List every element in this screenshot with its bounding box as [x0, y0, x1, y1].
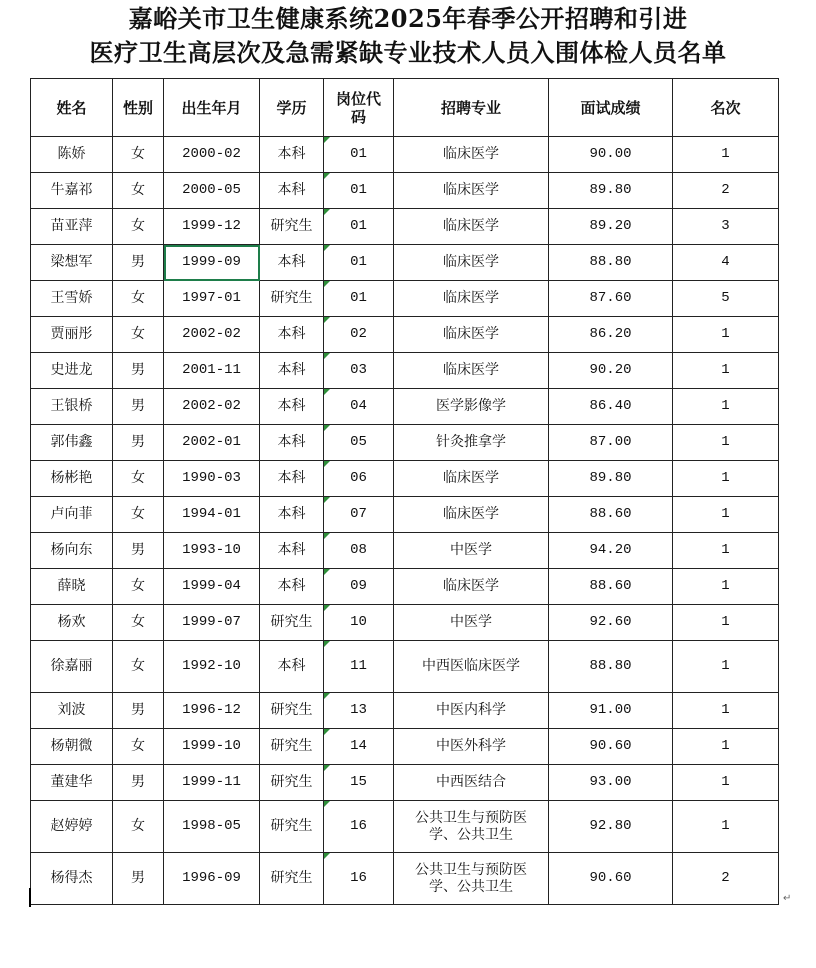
cell-birth-date[interactable]: 1999-07	[164, 605, 260, 641]
cell-education[interactable]: 本科	[260, 533, 324, 569]
cell-name[interactable]: 赵婷婷	[31, 801, 113, 853]
cell-rank[interactable]: 1	[673, 641, 779, 693]
cell-position-code[interactable]: 02	[324, 317, 394, 353]
cell-birth-date[interactable]: 1998-05	[164, 801, 260, 853]
cell-interview-score[interactable]: 88.80	[549, 641, 673, 693]
cell-birth-date[interactable]: 2000-05	[164, 173, 260, 209]
cell-gender[interactable]: 男	[113, 853, 164, 905]
cell-birth-date[interactable]: 1999-04	[164, 569, 260, 605]
cell-interview-score[interactable]: 90.60	[549, 729, 673, 765]
table-row	[31, 425, 779, 461]
cell-gender[interactable]: 女	[113, 641, 164, 693]
table-row	[31, 461, 779, 497]
table-row	[31, 137, 779, 173]
cell-interview-score[interactable]: 89.80	[549, 173, 673, 209]
header-name[interactable]: 姓名	[31, 79, 113, 137]
cell-rank[interactable]: 1	[673, 533, 779, 569]
cell-interview-score[interactable]: 86.20	[549, 317, 673, 353]
cell-rank[interactable]: 1	[673, 605, 779, 641]
cell-interview-score[interactable]: 90.00	[549, 137, 673, 173]
cell-gender[interactable]: 男	[113, 389, 164, 425]
cell-major[interactable]: 临床医学	[394, 245, 549, 281]
table-row	[31, 209, 779, 245]
cell-major[interactable]: 中医学	[394, 605, 549, 641]
cell-birth-date[interactable]: 2002-01	[164, 425, 260, 461]
cell-position-code[interactable]: 08	[324, 533, 394, 569]
cell-major[interactable]: 临床医学	[394, 209, 549, 245]
table-row	[31, 853, 779, 905]
document-title-line-1: 嘉峪关市卫生健康系统2025年春季公开招聘和引进	[128, 4, 688, 33]
cell-interview-score[interactable]: 88.60	[549, 497, 673, 533]
cell-position-code[interactable]: 16	[324, 801, 394, 853]
cell-rank[interactable]: 1	[673, 317, 779, 353]
cell-major[interactable]: 临床医学	[394, 281, 549, 317]
cell-education[interactable]: 本科	[260, 317, 324, 353]
cell-rank[interactable]: 1	[673, 801, 779, 853]
cell-birth-date[interactable]: 1999-10	[164, 729, 260, 765]
cell-major[interactable]: 针灸推拿学	[394, 425, 549, 461]
table-row	[31, 569, 779, 605]
header-gender[interactable]: 性别	[113, 79, 164, 137]
cell-education[interactable]: 研究生	[260, 281, 324, 317]
cell-position-code[interactable]: 06	[324, 461, 394, 497]
cell-education[interactable]: 研究生	[260, 605, 324, 641]
table-row	[31, 245, 779, 281]
header-position-code[interactable]: 岗位代码	[324, 79, 394, 137]
cell-major[interactable]: 中医学	[394, 533, 549, 569]
cell-major[interactable]: 公共卫生与预防医学、公共卫生	[394, 801, 549, 853]
cell-major[interactable]: 临床医学	[394, 461, 549, 497]
cell-gender[interactable]: 女	[113, 605, 164, 641]
cell-position-code[interactable]: 14	[324, 729, 394, 765]
cell-interview-score[interactable]: 86.40	[549, 389, 673, 425]
cell-education[interactable]: 本科	[260, 497, 324, 533]
table-row	[31, 693, 779, 729]
cell-rank[interactable]: 2	[673, 853, 779, 905]
cell-position-code[interactable]: 01	[324, 137, 394, 173]
cell-education[interactable]: 本科	[260, 173, 324, 209]
cell-birth-date[interactable]: 2001-11	[164, 353, 260, 389]
cell-education[interactable]: 研究生	[260, 765, 324, 801]
cell-position-code[interactable]: 07	[324, 497, 394, 533]
cell-interview-score[interactable]: 89.80	[549, 461, 673, 497]
cell-interview-score[interactable]: 88.60	[549, 569, 673, 605]
cell-rank[interactable]: 1	[673, 137, 779, 173]
cell-rank[interactable]: 1	[673, 569, 779, 605]
cell-major[interactable]: 医学影像学	[394, 389, 549, 425]
cell-birth-date[interactable]: 1996-09	[164, 853, 260, 905]
cell-gender[interactable]: 女	[113, 209, 164, 245]
cell-name[interactable]: 王银桥	[31, 389, 113, 425]
cell-interview-score[interactable]: 90.20	[549, 353, 673, 389]
cell-education[interactable]: 本科	[260, 461, 324, 497]
cell-position-code[interactable]: 03	[324, 353, 394, 389]
header-major[interactable]: 招聘专业	[394, 79, 549, 137]
cell-name[interactable]: 陈娇	[31, 137, 113, 173]
cell-name[interactable]: 史进龙	[31, 353, 113, 389]
cell-birth-date[interactable]: 2000-02	[164, 137, 260, 173]
cell-major[interactable]: 公共卫生与预防医学、公共卫生	[394, 853, 549, 905]
table-row	[31, 317, 779, 353]
cell-gender[interactable]: 男	[113, 765, 164, 801]
cell-rank[interactable]: 2	[673, 173, 779, 209]
table-row	[31, 173, 779, 209]
text-cursor	[29, 888, 31, 907]
cell-name[interactable]: 刘波	[31, 693, 113, 729]
cell-gender[interactable]: 男	[113, 353, 164, 389]
cell-gender[interactable]: 男	[113, 425, 164, 461]
cell-position-code[interactable]: 11	[324, 641, 394, 693]
cell-rank[interactable]: 5	[673, 281, 779, 317]
cell-major[interactable]: 临床医学	[394, 353, 549, 389]
cell-interview-score[interactable]: 87.60	[549, 281, 673, 317]
cell-education[interactable]: 本科	[260, 425, 324, 461]
table-row	[31, 353, 779, 389]
cell-position-code[interactable]: 05	[324, 425, 394, 461]
table-header-row	[31, 79, 779, 137]
cell-name[interactable]: 杨向东	[31, 533, 113, 569]
cell-name[interactable]: 杨得杰	[31, 853, 113, 905]
cell-interview-score[interactable]: 92.60	[549, 605, 673, 641]
cell-position-code[interactable]: 16	[324, 853, 394, 905]
cell-interview-score[interactable]: 90.60	[549, 853, 673, 905]
cell-major[interactable]: 中西医临床医学	[394, 641, 549, 693]
paragraph-mark-icon: ↵	[783, 893, 792, 904]
table-row	[31, 605, 779, 641]
cell-birth-date[interactable]: 1990-03	[164, 461, 260, 497]
table-row	[31, 801, 779, 853]
cell-interview-score[interactable]: 91.00	[549, 693, 673, 729]
cell-interview-score[interactable]: 94.20	[549, 533, 673, 569]
cell-major[interactable]: 临床医学	[394, 173, 549, 209]
cell-rank[interactable]: 1	[673, 497, 779, 533]
cell-birth-date[interactable]: 1994-01	[164, 497, 260, 533]
cell-education[interactable]: 本科	[260, 569, 324, 605]
cell-name[interactable]: 郭伟鑫	[31, 425, 113, 461]
cell-rank[interactable]: 1	[673, 729, 779, 765]
cell-position-code[interactable]: 15	[324, 765, 394, 801]
cell-position-code[interactable]: 04	[324, 389, 394, 425]
cell-education[interactable]: 研究生	[260, 209, 324, 245]
cell-education[interactable]: 研究生	[260, 693, 324, 729]
cell-rank[interactable]: 1	[673, 353, 779, 389]
candidate-table	[30, 78, 779, 905]
cell-name[interactable]: 卢向菲	[31, 497, 113, 533]
cell-position-code[interactable]: 09	[324, 569, 394, 605]
cell-name[interactable]: 徐嘉丽	[31, 641, 113, 693]
table-row	[31, 641, 779, 693]
cell-position-code[interactable]: 10	[324, 605, 394, 641]
cell-birth-date[interactable]: 1997-01	[164, 281, 260, 317]
cell-birth-date[interactable]: 2002-02	[164, 389, 260, 425]
cell-name[interactable]: 杨欢	[31, 605, 113, 641]
cell-name[interactable]: 牛嘉祁	[31, 173, 113, 209]
cell-major[interactable]: 临床医学	[394, 137, 549, 173]
cell-gender[interactable]: 女	[113, 461, 164, 497]
cell-rank[interactable]: 1	[673, 425, 779, 461]
cell-gender[interactable]: 女	[113, 801, 164, 853]
cell-major[interactable]: 中医外科学	[394, 729, 549, 765]
table-row	[31, 497, 779, 533]
table-row	[31, 389, 779, 425]
cell-gender[interactable]: 女	[113, 173, 164, 209]
table-row	[31, 533, 779, 569]
cell-position-code[interactable]: 13	[324, 693, 394, 729]
cell-major[interactable]: 临床医学	[394, 317, 549, 353]
cell-rank[interactable]: 1	[673, 693, 779, 729]
header-interview-score[interactable]: 面试成绩	[549, 79, 673, 137]
cell-major[interactable]: 临床医学	[394, 497, 549, 533]
cell-gender[interactable]: 女	[113, 317, 164, 353]
cell-interview-score[interactable]: 89.20	[549, 209, 673, 245]
cell-rank[interactable]: 4	[673, 245, 779, 281]
cell-birth-date[interactable]: 1999-09	[164, 245, 260, 281]
cell-interview-score[interactable]: 93.00	[549, 765, 673, 801]
table-body	[31, 137, 779, 905]
cell-birth-date[interactable]: 1996-12	[164, 693, 260, 729]
cell-interview-score[interactable]: 87.00	[549, 425, 673, 461]
table-row	[31, 765, 779, 801]
cell-major[interactable]: 中西医结合	[394, 765, 549, 801]
cell-name[interactable]: 杨彬艳	[31, 461, 113, 497]
cell-education[interactable]: 研究生	[260, 801, 324, 853]
table-row	[31, 729, 779, 765]
cell-education[interactable]: 研究生	[260, 853, 324, 905]
cell-education[interactable]: 本科	[260, 353, 324, 389]
cell-rank[interactable]: 1	[673, 389, 779, 425]
cell-name[interactable]: 董建华	[31, 765, 113, 801]
cell-gender[interactable]: 男	[113, 693, 164, 729]
cell-education[interactable]: 本科	[260, 389, 324, 425]
cell-education[interactable]: 本科	[260, 245, 324, 281]
table-row	[31, 281, 779, 317]
cell-rank[interactable]: 1	[673, 765, 779, 801]
cell-education[interactable]: 本科	[260, 137, 324, 173]
cell-name[interactable]: 苗亚萍	[31, 209, 113, 245]
header-rank[interactable]: 名次	[673, 79, 779, 137]
cell-major[interactable]: 中医内科学	[394, 693, 549, 729]
cell-gender[interactable]: 女	[113, 497, 164, 533]
document-title-line-2: 医疗卫生高层次及急需紧缺专业技术人员入围体检人员名单	[89, 38, 727, 67]
header-birth-date[interactable]: 出生年月	[164, 79, 260, 137]
cell-name[interactable]: 梁想军	[31, 245, 113, 281]
cell-interview-score[interactable]: 92.80	[549, 801, 673, 853]
cell-interview-score[interactable]: 88.80	[549, 245, 673, 281]
cell-gender[interactable]: 女	[113, 281, 164, 317]
cell-birth-date[interactable]: 1999-12	[164, 209, 260, 245]
cell-rank[interactable]: 3	[673, 209, 779, 245]
cell-position-code[interactable]: 01	[324, 245, 394, 281]
cell-birth-date[interactable]: 1999-11	[164, 765, 260, 801]
cell-position-code[interactable]: 01	[324, 173, 394, 209]
cell-name[interactable]: 贾丽彤	[31, 317, 113, 353]
cell-position-code[interactable]: 01	[324, 209, 394, 245]
cell-gender[interactable]: 男	[113, 533, 164, 569]
cell-rank[interactable]: 1	[673, 461, 779, 497]
cell-gender[interactable]: 男	[113, 245, 164, 281]
cell-education[interactable]: 研究生	[260, 729, 324, 765]
cell-name[interactable]: 杨朝微	[31, 729, 113, 765]
cell-major[interactable]: 临床医学	[394, 569, 549, 605]
cell-name[interactable]: 王雪娇	[31, 281, 113, 317]
cell-gender[interactable]: 女	[113, 729, 164, 765]
cell-gender[interactable]: 女	[113, 137, 164, 173]
cell-gender[interactable]: 女	[113, 569, 164, 605]
header-education[interactable]: 学历	[260, 79, 324, 137]
cell-name[interactable]: 薛晓	[31, 569, 113, 605]
cell-birth-date[interactable]: 2002-02	[164, 317, 260, 353]
cell-birth-date[interactable]: 1992-10	[164, 641, 260, 693]
cell-education[interactable]: 本科	[260, 641, 324, 693]
cell-birth-date[interactable]: 1993-10	[164, 533, 260, 569]
cell-position-code[interactable]: 01	[324, 281, 394, 317]
